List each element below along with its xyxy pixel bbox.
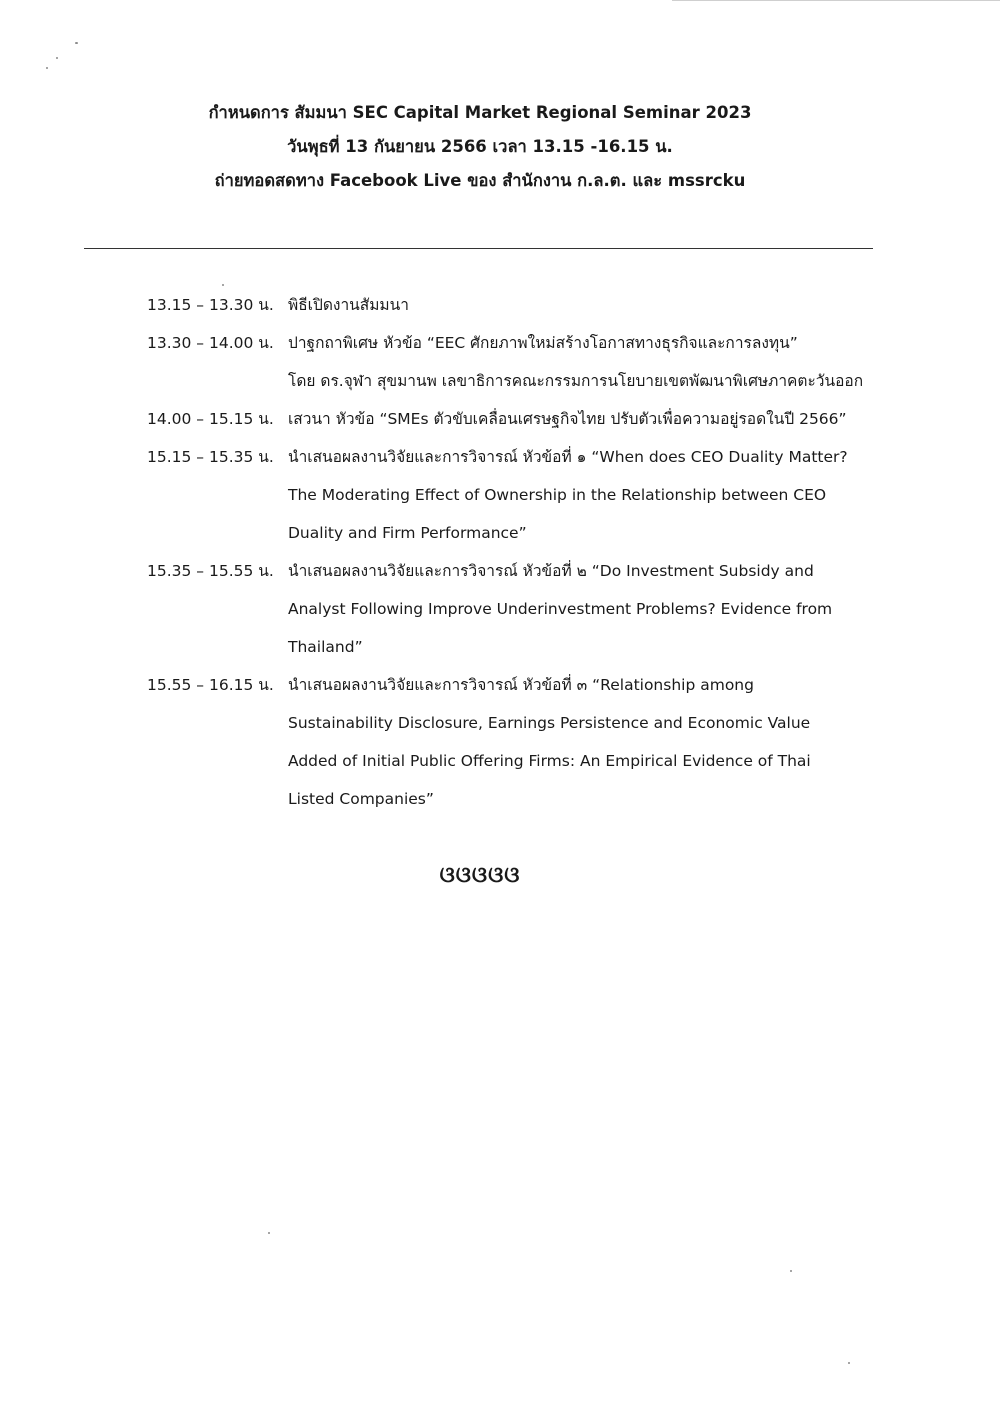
- agenda-item: [147, 286, 887, 324]
- agenda-text: พิธีเปิดงานสัมมนา: [288, 296, 409, 314]
- agenda-text: The Moderating Effect of Ownership in the Relationship between CEO: [288, 486, 827, 504]
- agenda-text: Duality and Firm Performance”: [288, 524, 527, 542]
- scan-speck: [268, 1232, 270, 1234]
- agenda-text: โดย ดร.จุฬา สุขมานพ เลขาธิการคณะกรรมการนโยบายเขตพัฒนาพิเศษภาคตะวันออก: [288, 372, 864, 390]
- agenda-text: ปาฐกถาพิเศษ หัวข้อ “EEC ศักยภาพใหม่สร้างโอกาสทางธุรกิจและการลงทุน”: [288, 334, 798, 352]
- scan-edge-line: [672, 0, 1000, 1]
- closing-ornament: ଓଓଓଓଓ: [439, 863, 521, 888]
- agenda-text: นำเสนอผลงานวิจัยและการวิจารณ์ หัวข้อที่ ๓ “Relationship among: [288, 676, 754, 694]
- agenda-text: Analyst Following Improve Underinvestment Problems? Evidence from: [288, 600, 833, 618]
- header-broadcast: ถ่ายทอดสดทาง Facebook Live ของ สำนักงาน ก.ล.ต. และ mssrcku: [214, 171, 746, 190]
- agenda-time: 15.35 – 15.55 น.: [147, 562, 274, 580]
- agenda-item: [147, 552, 887, 666]
- agenda-text: เสวนา หัวข้อ “SMEs ตัวขับเคลื่อนเศรษฐกิจไทย ปรับตัวเพื่อความอยู่รอดในปี 2566”: [288, 410, 847, 428]
- agenda-time: 13.15 – 13.30 น.: [147, 296, 274, 314]
- agenda-content: [288, 666, 887, 818]
- scan-speck: [56, 57, 58, 59]
- agenda-list: [147, 286, 887, 818]
- agenda-item: [147, 324, 887, 400]
- header-title: กำหนดการ สัมมนา SEC Capital Market Regional Seminar 2023: [208, 103, 752, 122]
- scan-speck: [848, 1362, 850, 1364]
- agenda-content: [288, 438, 887, 552]
- header-date: วันพุธที่ 13 กันยายน 2566 เวลา 13.15 -16.15 น.: [287, 137, 673, 156]
- agenda-text: Added of Initial Public Offering Firms: An Empirical Evidence of Thai: [288, 752, 811, 770]
- scan-speck: [75, 42, 78, 44]
- header-divider: [84, 248, 873, 249]
- agenda-content: [288, 400, 887, 438]
- agenda-text: Listed Companies”: [288, 790, 434, 808]
- document-header: [0, 96, 960, 198]
- agenda-text: นำเสนอผลงานวิจัยและการวิจารณ์ หัวข้อที่ ๒ “Do Investment Subsidy and: [288, 562, 814, 580]
- agenda-content: [288, 286, 887, 324]
- agenda-text: นำเสนอผลงานวิจัยและการวิจารณ์ หัวข้อที่ ๑ “When does CEO Duality Matter?: [288, 448, 848, 466]
- agenda-content: [288, 552, 887, 666]
- scan-speck: [46, 67, 48, 69]
- agenda-item: [147, 400, 887, 438]
- agenda-text: Thailand”: [288, 638, 363, 656]
- agenda-time: 14.00 – 15.15 น.: [147, 410, 274, 428]
- agenda-text: Sustainability Disclosure, Earnings Persistence and Economic Value: [288, 714, 811, 732]
- agenda-item: [147, 438, 887, 552]
- scan-speck: [790, 1270, 792, 1272]
- agenda-time: 15.55 – 16.15 น.: [147, 676, 274, 694]
- agenda-content: [288, 324, 887, 400]
- agenda-time: 13.30 – 14.00 น.: [147, 334, 274, 352]
- agenda-item: [147, 666, 887, 818]
- scan-speck: [222, 284, 224, 286]
- agenda-time: 15.15 – 15.35 น.: [147, 448, 274, 466]
